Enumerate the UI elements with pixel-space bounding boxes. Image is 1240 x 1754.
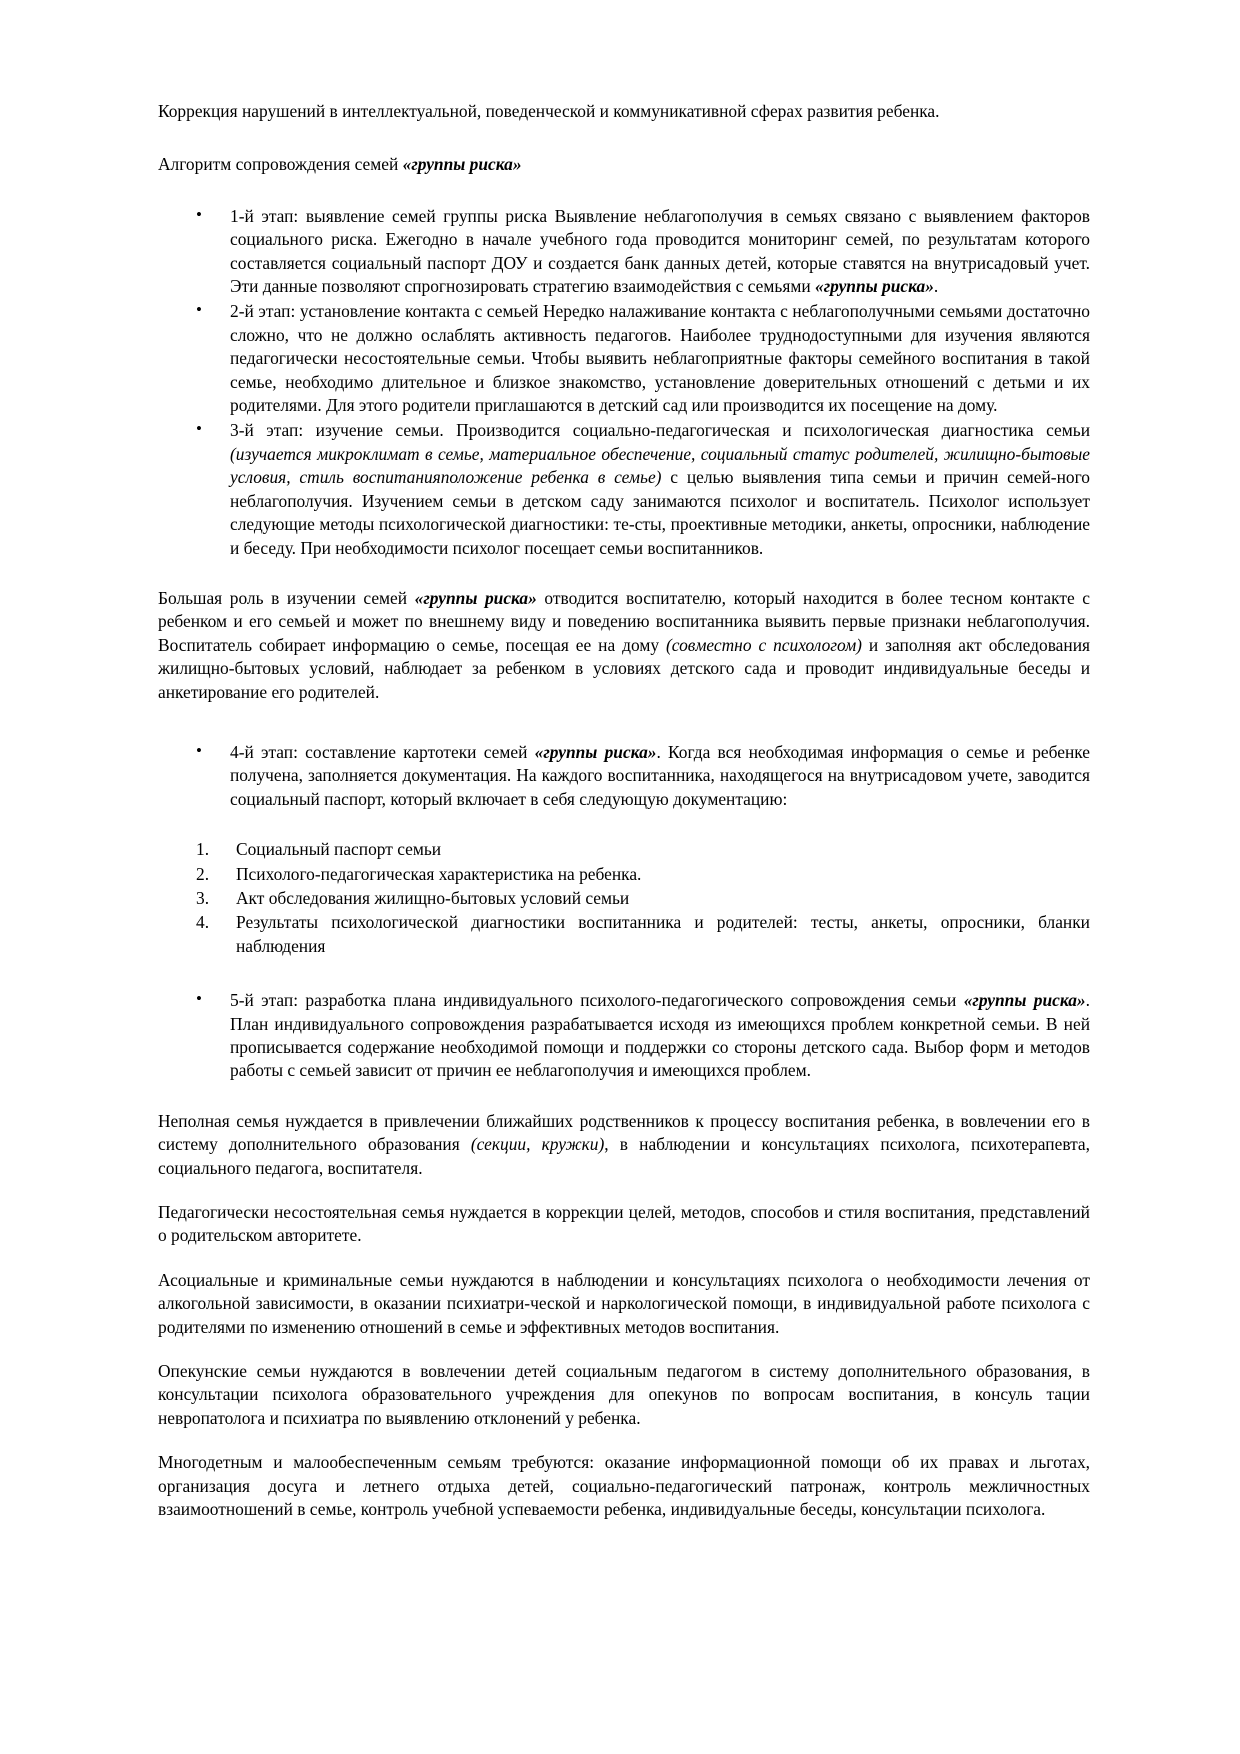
documentation-ordered-list <box>158 838 1090 958</box>
paragraph-asocial-criminal-family <box>158 1269 1090 1339</box>
big-role-part2: отводится воспитателю, который находится в более тесном контакте с ребенком и его семьей и может по внешнему виду и поведению воспитанника выявить первые признаки неблагополучия. Воспитатель собирает информацию о семье, посещая ее на дому <box>158 587 1090 655</box>
stage-1-text-before: 1-й этап: выявление семей группы риска Выявление неблагополучия в семьях связано с выявлением факторов социального риска. Ежегодно в начале учебного года проводится мониторинг семей, по результатам которого составляется социальный паспорт ДОУ и создается банк данных детей, которые ставятся на внутрисадовый учет. Эти данные позволяют спрогнозировать стратегию взаимодействия с семьями <box>230 205 1090 297</box>
stage-3-italic-insert: (изучается микроклимат в семье, материальное обеспечение, социальный статус родителей, жилищно-бытовые условия, стиль воспитанияположение ребенка в семье) <box>230 443 1090 488</box>
pedagogically-incapable-family-text: Педагогически несостоятельная семья нуждается в коррекции целей, методов, способов и стиля воспитания, представлений о родительском авторитете. <box>158 1202 1090 1246</box>
stage-item-4 <box>158 741 1090 811</box>
stage-4-emphasis: «группы риска» <box>534 741 657 762</box>
stage-2-text-before: 2-й этап: установление контакта с семьей Нередко налаживание контакта с неблагополучными семьями достаточно сложно, что не должно ослаблять активность педагогов. Наиболее труднодоступными для изучения являются педагогически несостоятельные семьи. Чтобы выявить неблагоприятные факторы семейного воспитания в такой семье, необходимо длительное и близкое знакомство, установление доверительных отношений с детьми и их родителями. Для этого родители приглашаются в детский сад или производится их посещение на дому. <box>230 301 1090 416</box>
stage-item-1 <box>158 205 1090 299</box>
stage-3-text-before: 3-й этап: изучение семьи. Производится социально-педагогическая и психологическая диагностика семьи <box>230 420 1090 441</box>
list-item <box>158 887 1090 910</box>
stage-5-bullet-list <box>158 989 1090 1083</box>
incomplete-family-part1: Неполная семья нуждается в привлечении ближайших родственников к процессу воспитания ребенка, в вовлечении его в систему дополнительного образования <box>158 1110 1090 1155</box>
stage-4-text-after: . Когда вся необходимая информация о семье и ребенке получена, заполняется документация. На каждого воспитанника, находящегося на внутрисадовом учете, заводится социальный паспорт, который включает в себя следующую документацию: <box>230 741 1091 809</box>
guardian-family-text: Опекунские семьи нуждаются в вовлечении детей социальным педагогом в систему дополнительного образования, в консультации психолога образовательного учреждения для опекунов по вопросам воспитания, в консуль тации невропатолога и психиатра по выявлению отклонений у ребенка. <box>158 1361 1090 1428</box>
list-item <box>158 911 1090 958</box>
documentation-item-3: Акт обследования жилищно-бытовых условий семьи <box>236 887 630 908</box>
spacer <box>158 813 1090 838</box>
stage-3-text-after: с целью выявления типа семьи и причин семей-ного неблагополучия. Изучением семьи в детском саду занимаются психолог и воспитатель. Психолог использует следующие методы психологической диагностики: те-сты, проективные методики, анкеты, опросники, наблюдение и беседу. При необходимости психолог посещает семьи воспитанников. <box>230 467 1090 558</box>
list-item <box>158 863 1090 886</box>
stage-item-5 <box>158 989 1090 1083</box>
algorithm-label-prefix: Алгоритм сопровождения семей <box>158 154 403 175</box>
asocial-criminal-family-text: Асоциальные и криминальные семьи нуждаются в наблюдении и консультациях психолога о необходимости лечения от алкогольной зависимости, в оказании психиатри-ческой и наркологической помощи, в индивидуальной работе психолога с родителями по изменению отношений в семье и эффективных методов воспитания. <box>158 1269 1090 1337</box>
spacer <box>158 1085 1090 1110</box>
spacer <box>158 725 1090 741</box>
paragraph-large-low-income-family <box>158 1451 1090 1521</box>
big-role-emphasis1: «группы риска» <box>414 587 537 608</box>
incomplete-family-italic1: (секции, кружки) <box>470 1134 605 1155</box>
spacer <box>158 562 1090 587</box>
stage-1-emphasis: «группы риска» <box>815 276 934 297</box>
big-role-part1: Большая роль в изучении семей <box>158 587 415 608</box>
incomplete-family-part2: , в наблюдении и консультациях психолога, психотерапевта, социального педагога, воспитателя. <box>158 1134 1090 1178</box>
stage-4-bullet-list <box>158 741 1090 811</box>
documentation-item-1: Социальный паспорт семьи <box>236 839 442 860</box>
paragraph-incomplete-family <box>158 1110 1090 1180</box>
list-item <box>158 838 1090 861</box>
page-title <box>158 100 1090 123</box>
stages-bullet-list <box>158 205 1090 560</box>
document-body <box>158 100 1090 1522</box>
stage-5-text-before: 5-й этап: разработка плана индивидуального психолого-педагогического сопровождения семьи <box>230 990 964 1011</box>
stage-5-text-after: . План индивидуального сопровождения разрабатывается исходя из имеющихся проблем конкретной семьи. В ней прописывается содержание необходимой помощи и поддержки со стороны детского сада. Выбор форм и методов работы с семьей зависит от причин ее неблагополучия и имеющихся проблем. <box>230 990 1090 1081</box>
algorithm-label <box>158 153 1090 176</box>
stage-5-emphasis: «группы риска» <box>963 990 1086 1011</box>
stage-4-text-before: 4-й этап: составление картотеки семей <box>230 741 535 762</box>
paragraph-pedagogically-incapable-family <box>158 1201 1090 1248</box>
stage-item-3 <box>158 419 1090 559</box>
documentation-item-2: Психолого-педагогическая характеристика на ребенка. <box>236 863 642 884</box>
algorithm-label-emphasis: «группы риска» <box>402 154 522 175</box>
big-role-part3: и заполняя акт обследования жилищно-бытовых условий, наблюдает за ребенком в условиях детского сада и проводит индивидуальные беседы и анкетирование его родителей. <box>158 634 1091 702</box>
page-title-text: Коррекция нарушений в интеллектуальной, поведенческой и коммуникативной сферах развития ребенка. <box>158 101 940 121</box>
spacer <box>158 959 1090 989</box>
paragraph-guardian-family <box>158 1360 1090 1430</box>
large-low-income-family-text: Многодетным и малообеспеченным семьям требуются: оказание информационной помощи об их правах и льготах, организация досуга и летнего отдыха детей, социально-педагогический патронаж, контроль межличностных взаимоотношений в семье, контроль учебной успеваемости ребенка, индивидуальные беседы, консультации психолога. <box>158 1452 1090 1520</box>
paragraph-big-role <box>158 587 1090 704</box>
stage-1-text-after: . <box>933 276 939 297</box>
stage-item-2 <box>158 300 1090 417</box>
documentation-item-4: Результаты психологической диагностики воспитанника и родителей: тесты, анкеты, опросники, бланки наблюдения <box>236 912 1090 956</box>
big-role-italic1: (совместно с психологом) <box>666 634 862 655</box>
